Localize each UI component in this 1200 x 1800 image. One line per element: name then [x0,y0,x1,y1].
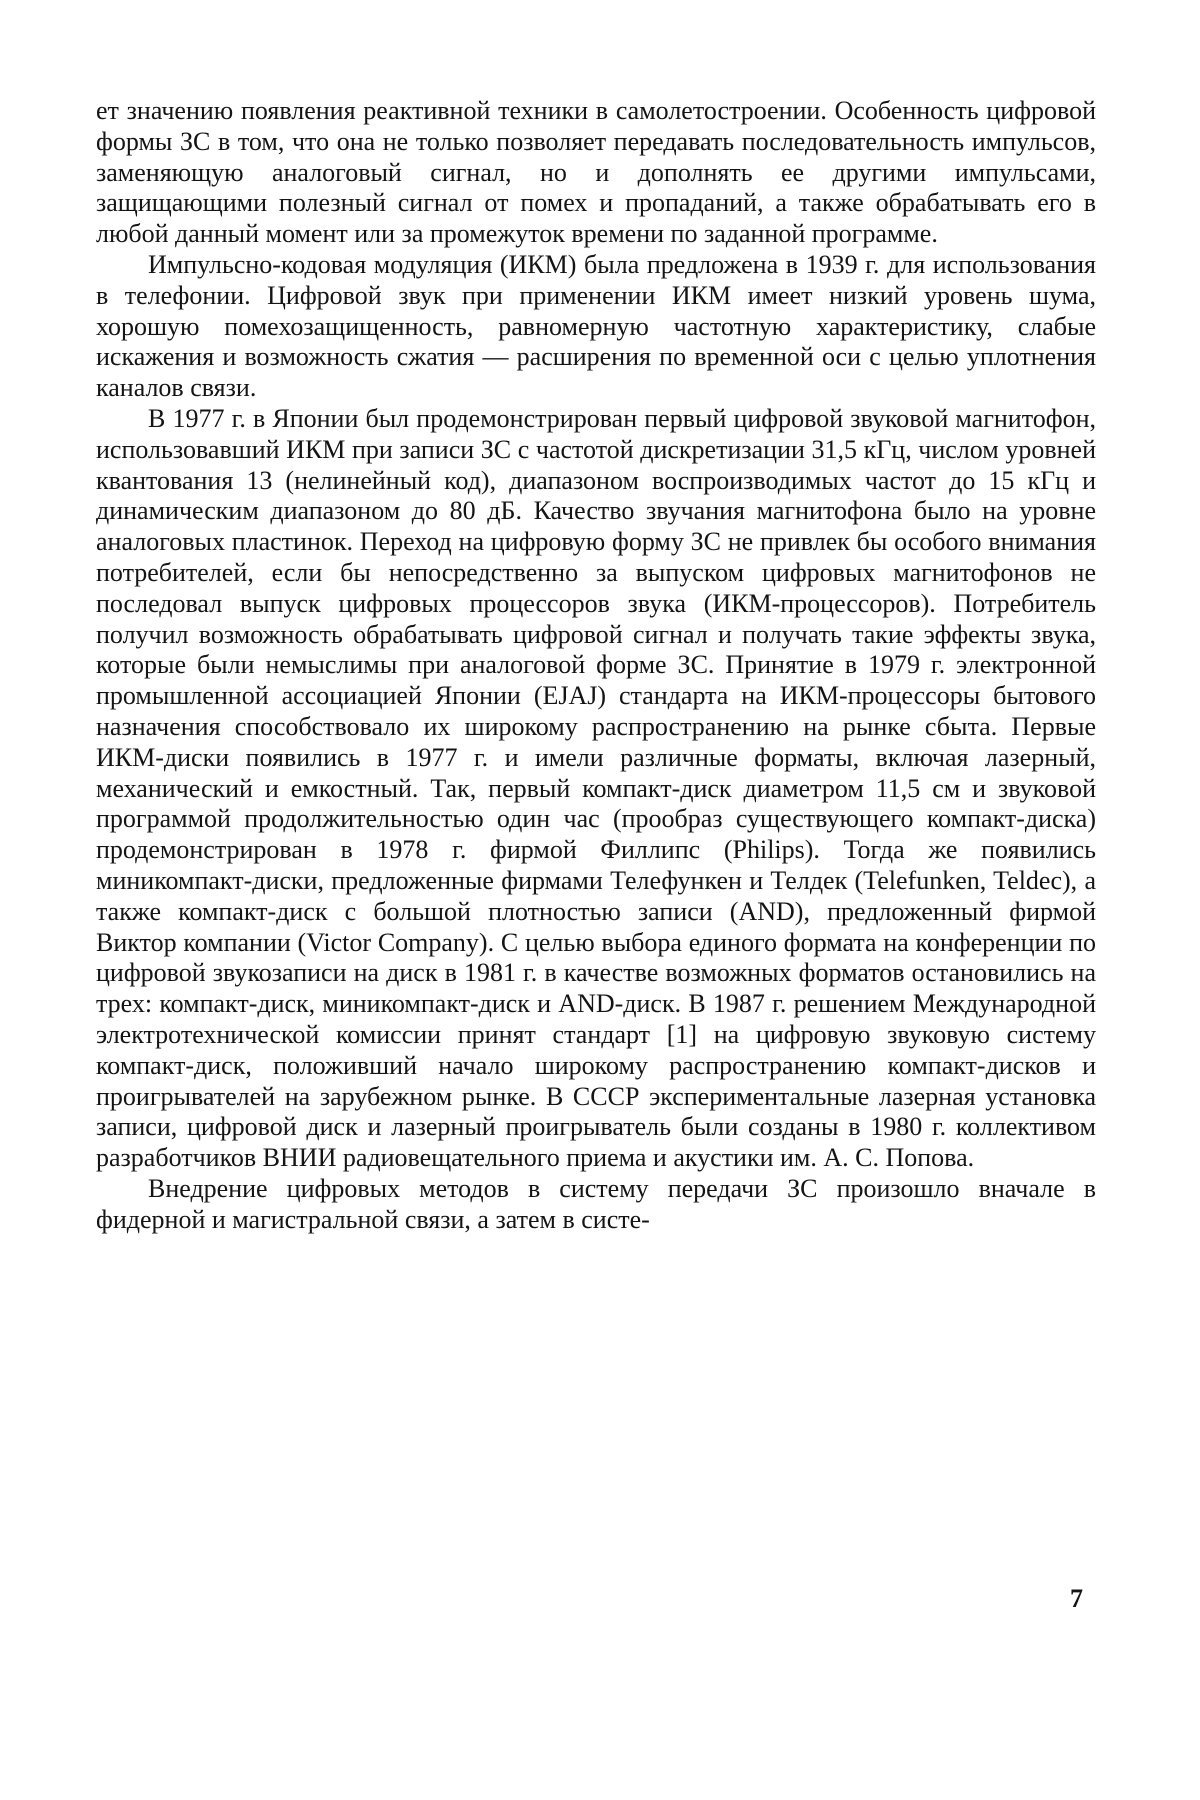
paragraph-history: В 1977 г. в Японии был продемонстрирован первый цифровой звуковой магнитофон, использовавший ИКМ при записи ЗС с частотой дискретизации 31,5 кГц, числом уровней квантования 13 (нелинейный код), диапазоном воспроизводимых частот до 15 кГц и динамическим диапазоном до 80 дБ. Качество звучания магнитофона было на уровне аналоговых пластинок. Переход на цифровую форму ЗС не привлек бы особого внимания потребителей, если бы непосредственно за выпуском цифровых магнитофонов не последовал выпуск цифровых процессоров звука (ИКМ-процессоров). Потребитель получил возможность обрабатывать цифровой сигнал и получать такие эффекты звука, которые были немыслимы при аналоговой форме ЗС. Принятие в 1979 г. электронной промышленной ассоциацией Японии (EJAJ) стандарта на ИКМ-процессоры бытового назначения способствовало их широкому распространению на рынке сбыта. Первые ИКМ-диски появились в 1977 г. и имели различные форматы, включая лазерный, механический и емкостный. Так, первый компакт-диск диаметром 11,5 см и звуковой программой продолжительностью один час (прообраз существующего компакт-диска) продемонстрирован в 1978 г. фирмой Филлипс (Philips). Тогда же появились миникомпакт-диски, предложенные фирмами Телефункен и Телдек (Telefunken, Teldec), а также компакт-диск с большой плотностью записи (AND), предложенный фирмой Виктор компании (Victor Company). С целью выбора единого формата на конференции по цифровой звукозаписи на диск в 1981 г. в качестве возможных форматов остановились на трех: компакт-диск, миникомпакт-диск и AND-диск. В 1987 г. решением Международной электротехнической комиссии принят стандарт [1] на цифровую звуковую систему компакт-диск, положивший начало широкому распространению компакт-дисков и проигрывателей на зарубежном рынке. В СССР экспериментальные лазерная установка записи, цифровой диск и лазерный проигрыватель были созданы в 1980 г. коллективом разработчиков ВНИИ радиовещательного приема и акустики им. А. С. Попова. [96,403,1096,1173]
page-body [96,96,1096,1235]
paragraph-digital-methods: Внедрение цифровых методов в систему передачи ЗС произошло вначале в фидерной и магистральной связи, а затем в систе- [96,1173,1096,1234]
paragraph-pcm: Импульсно-кодовая модуляция (ИКМ) была предложена в 1939 г. для использования в телефонии. Цифровой звук при применении ИКМ имеет низкий уровень шума, хорошую помехозащищенность, равномерную частотную характеристику, слабые искажения и возможность сжатия — расширения по временной оси с целью уплотнения каналов связи. [96,249,1096,403]
page-number: 7 [1070,1584,1083,1613]
paragraph-continuation: ет значению появления реактивной техники в самолетостроении. Особенность цифровой формы ЗС в том, что она не только позволяет передавать последовательность импульсов, заменяющую аналоговый сигнал, но и дополнять ее другими импульсами, защищающими полезный сигнал от помех и пропаданий, а также обрабатывать его в любой данный момент или за промежуток времени по заданной программе. [96,96,1096,249]
